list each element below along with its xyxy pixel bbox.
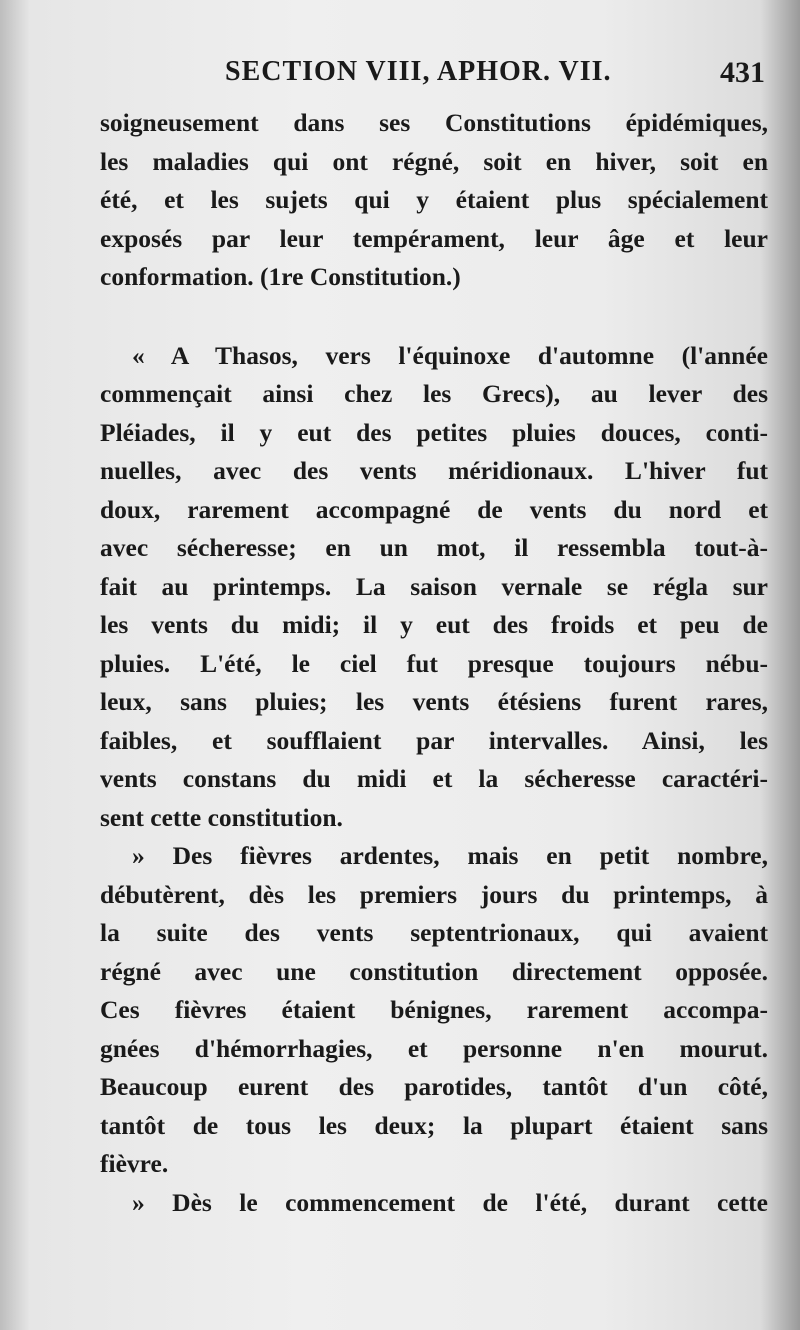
text-line: été, et les sujets qui y étaient plus spécialement xyxy=(100,185,768,214)
paragraph-2 xyxy=(100,337,768,838)
text-line: soigneusement dans ses Constitutions épidémiques, xyxy=(100,108,768,137)
text-line: tantôt de tous les deux; la plupart étaient sans xyxy=(100,1110,768,1140)
text-line: fait au printemps. La saison vernale se régla sur xyxy=(100,571,768,601)
running-head: SECTION VIII, APHOR. VII. xyxy=(225,56,612,87)
paragraph-4 xyxy=(100,1184,768,1223)
paragraph-3 xyxy=(100,837,768,1184)
text-line: régné avec une constitution directement opposée. xyxy=(100,956,768,986)
page-number: 431 xyxy=(720,56,765,89)
page-header xyxy=(225,56,765,96)
text-line: fièvre. xyxy=(100,1149,169,1178)
text-line: Ces fièvres étaient bénignes, rarement accompa- xyxy=(100,995,768,1024)
text-line: vents constans du midi et la sécheresse caractéri- xyxy=(100,764,768,793)
text-line: les vents du midi; il y eut des froids et peu de xyxy=(100,610,768,639)
text-line: » Des fièvres ardentes, mais en petit nombre, xyxy=(132,841,768,870)
text-line: doux, rarement accompagné de vents du nord et xyxy=(100,494,768,524)
paragraph-gap xyxy=(100,297,768,337)
text-line: Beaucoup eurent des parotides, tantôt d'un côté, xyxy=(100,1072,768,1101)
paragraph-1 xyxy=(100,104,768,297)
text-line: gnées d'hémorrhagies, et personne n'en mourut. xyxy=(100,1033,768,1063)
text-line: » Dès le commencement de l'été, durant cette xyxy=(132,1187,768,1217)
text-line: les maladies qui ont régné, soit en hiver, soit en xyxy=(100,146,768,176)
text-line: nuelles, avec des vents méridionaux. L'hiver fut xyxy=(100,456,768,485)
text-line: « A Thasos, vers l'équinoxe d'automne (l'année xyxy=(132,340,768,370)
text-line: faibles, et soufflaient par intervalles. Ainsi, les xyxy=(100,725,768,755)
text-line: exposés par leur tempérament, leur âge et leur xyxy=(100,223,768,253)
text-line: la suite des vents septentrionaux, qui avaient xyxy=(100,918,768,947)
text-line: Pléiades, il y eut des petites pluies douces, conti- xyxy=(100,417,768,447)
text-line: débutèrent, dès les premiers jours du printemps, à xyxy=(100,879,768,909)
text-line: sent cette constitution. xyxy=(100,802,343,832)
text-line: avec sécheresse; en un mot, il ressembla tout-à- xyxy=(100,533,768,562)
text-line: commençait ainsi chez les Grecs), au lever des xyxy=(100,379,768,408)
text-line: pluies. L'été, le ciel fut presque toujours nébu- xyxy=(100,648,768,678)
body-text xyxy=(100,104,768,1222)
text-line: leux, sans pluies; les vents étésiens furent rares, xyxy=(100,687,768,716)
text-line: conformation. (1re Constitution.) xyxy=(100,262,461,291)
